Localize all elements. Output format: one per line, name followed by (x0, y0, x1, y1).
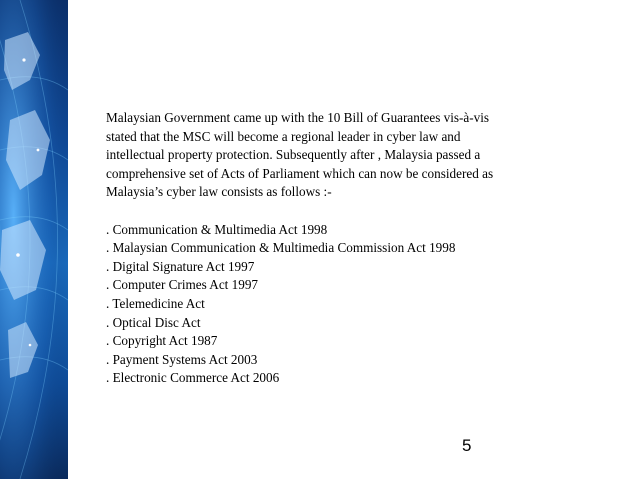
page-number: 5 (462, 436, 472, 455)
list-item: . Computer Crimes Act 1997 (106, 277, 259, 293)
list-item: . Communication & Multimedia Act 1998 (106, 221, 328, 237)
blank-line (106, 202, 516, 221)
slide-body (106, 109, 516, 388)
list-item: . Digital Signature Act 1997 (106, 258, 255, 274)
paragraph-line: stated that the MSC will become a regional leader in cyber law and (106, 128, 461, 144)
globe-image (0, 0, 68, 479)
paragraph-line: intellectual property protection. Subsequently after , Malaysia passed a (106, 147, 481, 163)
paragraph-line: Malaysian Government came up with the 10 Bill of Guarantees vis-à-vis (106, 110, 490, 125)
list-item: . Optical Disc Act (106, 314, 201, 330)
globe-decoration (0, 0, 68, 479)
list-item: . Payment Systems Act 2003 (106, 351, 258, 367)
list-item: . Telemedicine Act (106, 295, 205, 311)
acts-list (106, 221, 516, 388)
list-item: . Copyright Act 1987 (106, 333, 218, 349)
intro-paragraph (106, 109, 516, 202)
list-item: . Electronic Commerce Act 2006 (106, 370, 280, 386)
paragraph-line: Malaysia’s cyber law consists as follows :- (106, 184, 332, 200)
paragraph-line: comprehensive set of Acts of Parliament which can now be considered as (106, 165, 494, 181)
list-item: . Malaysian Communication & Multimedia Commission Act 1998 (106, 240, 456, 256)
